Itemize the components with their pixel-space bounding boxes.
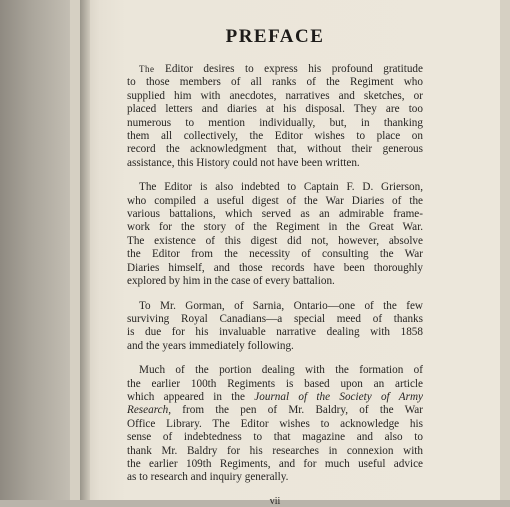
text-line: numerous to mention individually, but, in thanking (127, 116, 423, 129)
text-line: various battalions, which served as an admirable frame- (127, 208, 423, 221)
text-line: the earlier 109th Regiments, and for much useful advice (127, 457, 423, 470)
text-line: Much of the portion dealing with the formation of (139, 364, 423, 377)
italic-journal-title: Journal of the Society of Army (254, 390, 423, 403)
text-line (127, 391, 423, 404)
page-title: PREFACE (225, 26, 325, 47)
text-line: Diaries himself, and those records have been thoroughly (127, 261, 423, 274)
text-line: To Mr. Gorman, of Sarnia, Ontario—one of the few (139, 299, 423, 312)
text-line: The existence of this digest did not, however, absolve (127, 234, 423, 247)
text-line: and the years immediately following. (127, 339, 294, 352)
small-caps-word: The (139, 64, 155, 74)
text-line: to those members of all ranks of the Regiment who (127, 76, 423, 89)
text-line: the Editor from the necessity of consulting the War (127, 248, 423, 261)
paragraph-2 (127, 181, 423, 288)
text-line: thank Mr. Baldry for his researches in connexion with (127, 444, 423, 457)
text-line: record the acknowledgment that, without their generous (127, 143, 423, 156)
text-line: The Editor is also indebted to Captain F. D. Grierson, (139, 181, 423, 194)
text-line: work for the story of the Regiment in the Great War. (127, 221, 423, 234)
text-fragment: from the pen of Mr. Baldry, of the War (171, 404, 423, 417)
page-number: vii (269, 495, 281, 507)
text-line: who compiled a useful digest of the War Diaries of the (127, 194, 423, 207)
text-line: assistance, this History could not have been written. (127, 156, 360, 169)
text-line (127, 404, 423, 417)
text-line: is due for his invaluable narrative dealing with 1858 (127, 326, 423, 339)
text-line: explored by him in the case of every battalion. (127, 275, 335, 288)
text-line: Office Library. The Editor wishes to acknowledge his (127, 417, 423, 430)
text-line: sense of indebtedness to that magazine and also to (127, 431, 423, 444)
paragraph-1 (127, 63, 423, 170)
italic-journal-title: Research, (127, 404, 172, 417)
text-line: the earlier 100th Regiments is based upon an article (127, 377, 423, 390)
book-gutter (80, 0, 90, 500)
text-line: them all collectively, the Editor wishes to place on (127, 130, 423, 143)
text-line: surviving Royal Canadians—a special meed of thanks (127, 312, 423, 325)
text-line: placed letters and diaries at his disposal. They are too (127, 103, 423, 116)
text-line: supplied him with anecdotes, narratives and sketches, or (127, 89, 423, 102)
text-line (127, 63, 423, 76)
text-line: as to research and inquiry generally. (127, 471, 289, 484)
text-fragment: Editor desires to express his profound gratitude (154, 63, 423, 75)
page-content (127, 26, 423, 507)
paragraph-4 (127, 364, 423, 485)
paragraph-3 (127, 300, 423, 354)
text-fragment: which appeared in the (127, 390, 245, 403)
